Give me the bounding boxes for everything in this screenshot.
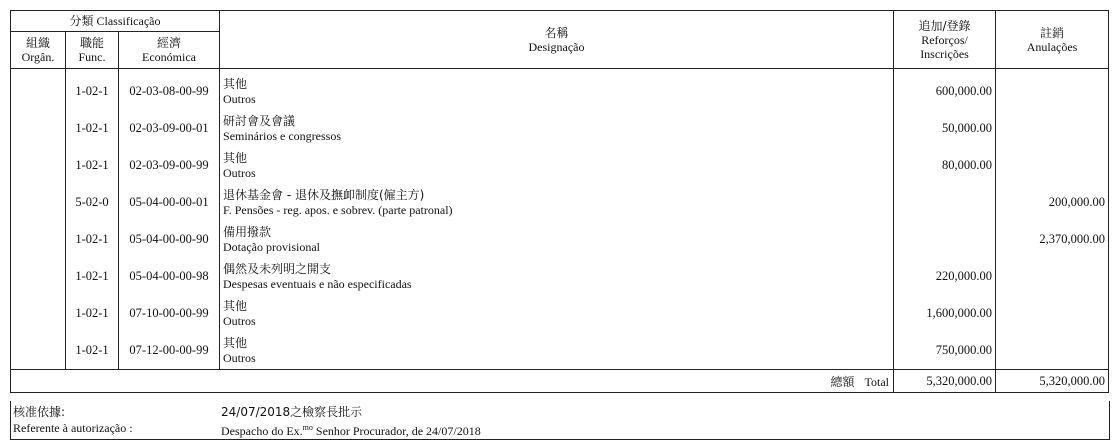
annulment-cell [996,110,1109,147]
annulment-cell [996,147,1109,184]
reinforcements-header [894,11,996,69]
organic-header-pt: Orgân. [21,50,55,64]
designation-header [220,11,894,69]
authorization-label [13,404,133,436]
budget-table [10,10,1109,393]
economic-cell: 02-03-09-00-01 [119,110,220,147]
functional-header-pt: Func. [78,50,106,64]
designation-pt: Outros [223,313,256,328]
designation-cell [220,110,894,147]
functional-cell: 1-02-1 [66,73,119,110]
reinforcement-cell [894,221,996,258]
annulment-cell [996,295,1109,332]
annulments-header [996,11,1109,69]
table-row [11,332,1109,370]
authorization-value-pt-before: Despacho do Ex. [221,424,303,438]
reinforcements-header-pt2: Inscrições [920,46,969,61]
economic-cell: 02-03-08-00-99 [119,73,220,110]
designation-zh: 其他 [223,76,248,91]
economic-header [119,32,220,69]
authorization-value-pt [221,420,481,439]
economic-cell: 02-03-09-00-99 [119,147,220,184]
economic-cell: 07-10-00-00-99 [119,295,220,332]
total-label-pt: Total [864,374,890,389]
total-row [11,370,1109,393]
reinforcement-cell: 600,000.00 [894,73,996,110]
table-row [11,258,1109,295]
organic-cell [11,73,66,110]
organic-cell [11,332,66,370]
designation-zh: 退休基金會 - 退休及撫卹制度(僱主方) [223,187,425,202]
classification-header: 分類 Classificação [11,11,220,32]
economic-header-pt: Económica [142,50,196,64]
organic-cell [11,184,66,221]
table-row [11,73,1109,110]
economic-cell: 07-12-00-00-99 [119,332,220,370]
organic-header [11,32,66,69]
designation-zh: 偶然及未列明之開支 [223,261,332,276]
designation-pt: Dotação provisional [223,239,320,254]
functional-cell: 1-02-1 [66,221,119,258]
authorization-value-pt-after: Senhor Procurador, de 24/07/2018 [312,424,481,438]
designation-pt: Outros [223,165,256,180]
annulment-cell: 200,000.00 [996,184,1109,221]
designation-cell [220,184,894,221]
annulments-header-pt: Anulações [1026,39,1078,54]
functional-cell: 1-02-1 [66,258,119,295]
annulment-cell [996,258,1109,295]
designation-zh: 研討會及會議 [223,113,296,128]
reinforcement-cell [894,184,996,221]
designation-header-zh: 名稱 [544,25,569,40]
designation-zh: 其他 [223,298,248,313]
designation-cell [220,147,894,184]
organic-cell [11,147,66,184]
organic-cell [11,295,66,332]
reinforcement-cell: 750,000.00 [894,332,996,370]
designation-pt: Outros [223,91,256,106]
designation-zh: 其他 [223,150,248,165]
functional-cell: 5-02-0 [66,184,119,221]
economic-cell: 05-04-00-00-01 [119,184,220,221]
table-row [11,184,1109,221]
economic-cell: 05-04-00-00-98 [119,258,220,295]
annulment-cell [996,332,1109,370]
annulment-cell [996,73,1109,110]
designation-pt: Seminários e congressos [223,128,341,143]
table-row [11,295,1109,332]
organic-header-zh: 組織 [25,36,50,50]
total-reinforcement: 5,320,000.00 [894,370,996,393]
designation-zh: 備用撥款 [223,224,272,239]
reinforcement-cell: 1,600,000.00 [894,295,996,332]
authorization-footer [10,401,1110,440]
authorization-value-pt-sup: mo [302,423,313,432]
header-row [11,11,1109,32]
designation-cell [220,73,894,110]
organic-cell [11,221,66,258]
organic-cell [11,110,66,147]
annulment-cell: 2,370,000.00 [996,221,1109,258]
functional-cell: 1-02-1 [66,295,119,332]
total-annulment: 5,320,000.00 [996,370,1109,393]
functional-cell: 1-02-1 [66,147,119,184]
organic-cell [11,258,66,295]
designation-cell [220,258,894,295]
designation-pt: Outros [223,350,256,365]
table-row [11,221,1109,258]
designation-zh: 其他 [223,335,248,350]
table-body [11,69,1109,370]
table-row [11,147,1109,184]
functional-header-zh: 職能 [79,36,104,50]
designation-cell [220,332,894,370]
functional-header [66,32,119,69]
table-row [11,110,1109,147]
designation-pt: F. Pensões - reg. apos. e sobrev. (parte patronal) [223,202,453,217]
authorization-label-pt: Referente à autorização : [13,421,133,435]
economic-cell: 05-04-00-00-90 [119,221,220,258]
functional-cell: 1-02-1 [66,332,119,370]
authorization-value-zh: 24/07/2018之檢察長批示 [221,405,363,419]
designation-pt: Despesas eventuais e não especificadas [223,276,412,291]
reinforcements-header-pt1: Reforços/ [921,32,968,47]
designation-cell [220,295,894,332]
total-label [11,370,894,393]
reinforcement-cell: 220,000.00 [894,258,996,295]
authorization-value [221,404,481,439]
authorization-label-zh: 核准依據: [13,405,66,419]
reinforcements-header-zh: 追加/登錄 [918,18,971,33]
economic-header-zh: 經濟 [157,36,182,50]
reinforcement-cell: 50,000.00 [894,110,996,147]
total-label-zh: 總額 [830,374,855,389]
annulments-header-zh: 註銷 [1040,25,1065,40]
designation-header-pt: Designação [528,39,585,54]
designation-cell [220,221,894,258]
reinforcement-cell: 80,000.00 [894,147,996,184]
functional-cell: 1-02-1 [66,110,119,147]
